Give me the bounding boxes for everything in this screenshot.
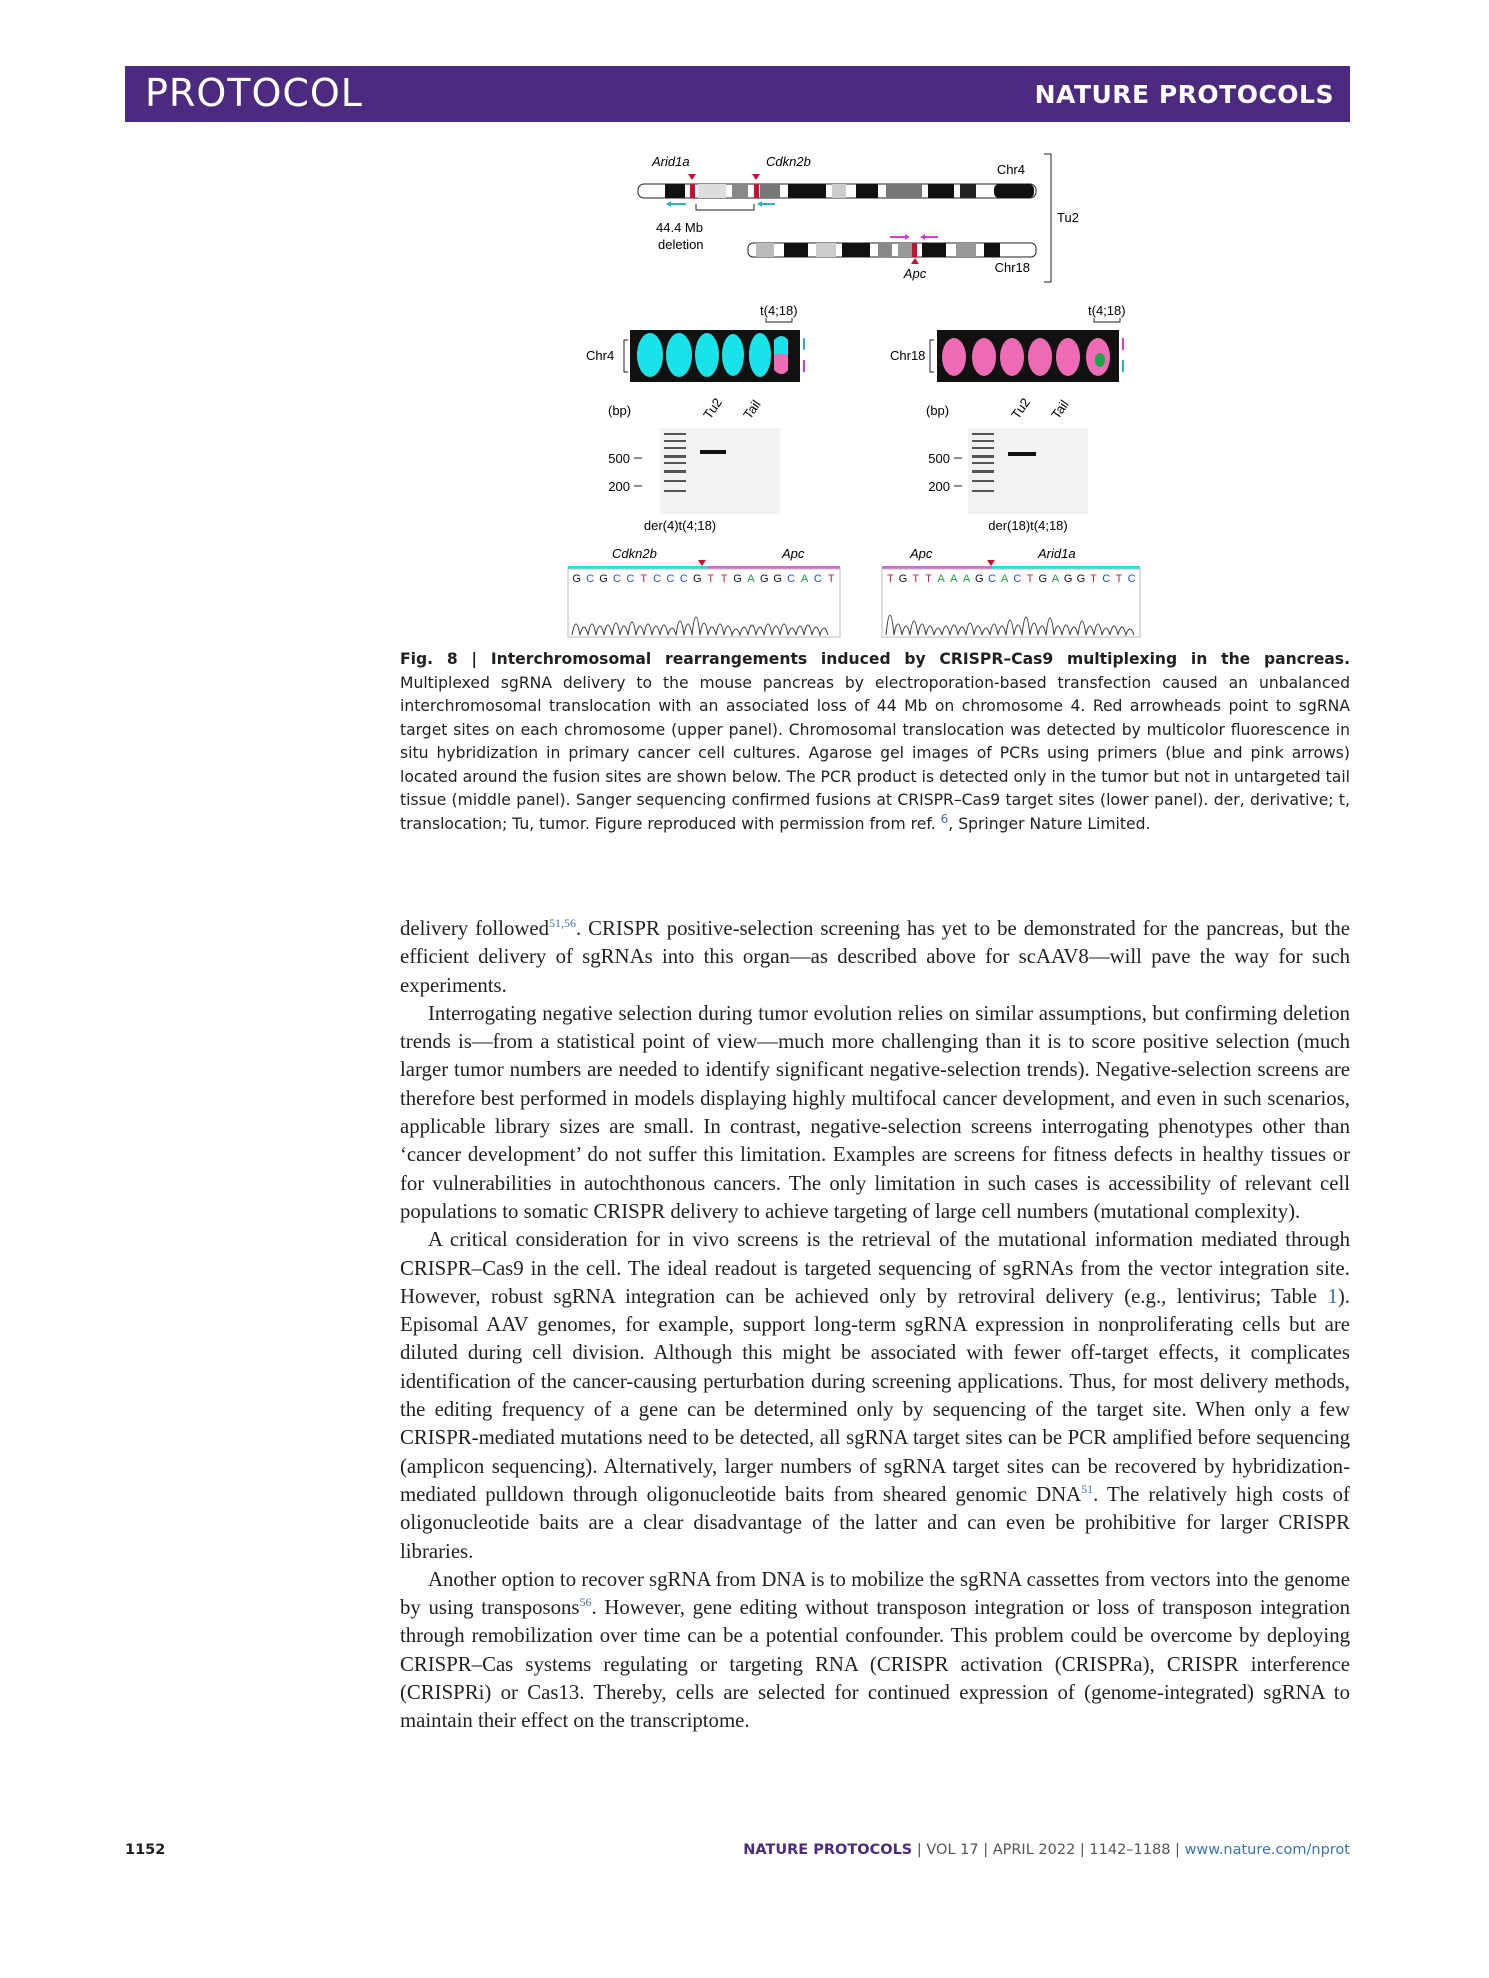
ref-link[interactable]: 51 xyxy=(1081,1482,1094,1497)
sequence-base: C xyxy=(1102,573,1111,585)
gene-arid1a-label: Arid1a xyxy=(652,154,690,169)
gene-cdkn2b-label: Cdkn2b xyxy=(766,154,811,169)
footer-info: NATURE PROTOCOLS | VOL 17 | APRIL 2022 | 1142–1188 | www.nature.com/nprot xyxy=(743,1842,1350,1858)
sequence-base: A xyxy=(747,573,755,585)
paragraph-3: A critical consideration for in vivo screens is the retrieval of the mutational information mediated through CRISPR–Cas9 in the cell. The ideal readout is targeted sequencing of sgRNAs from the vector integration site. However, robust sgRNA integration can be achieved only by retroviral delivery (e.g., lentivirus; Table 1). Episomal AAV genomes, for example, support long-term sgRNA expression in nonproliferating cells but are diluted during cell division. Although this might be associated with fewer off-target effects, it complicates identification of the cancer-causing perturbation during screening applications. Thus, for most delivery methods, the editing frequency of a gene can be determined only by sequencing of the target site. When only a few CRISPR-mediated mutations need to be detected, all sgRNA target sites can be PCR amplified before sequencing (amplicon sequencing). Alternatively, larger numbers of sgRNA target sites can be recovered by hybridization-mediated pulldown through oligonucleotide baits from sheared genomic DNA$^{51}$. The relatively high costs of oligonucleotide baits are a clear disadvantage of the latter and can even be prohibitive for larger CRISPR libraries. xyxy=(400,1228,1350,1563)
sequence-base: A xyxy=(800,573,809,585)
gel-right-label: der(18)t(4;18) xyxy=(988,518,1068,533)
paragraph-2: Interrogating negative selection during tumor evolution relies on similar assumptions, but confirming deletion trends is—from a statistical point of view—much more challenging than it is to score positive selection (much larger tumor numbers are needed to identify significant negative-selection trends). Negative-selection screens are therefore best performed in models displaying highly multifocal cancer development, and even in such scenarios, applicable library sizes are small. In contrast, negative-selection screens interrogating phenotypes other than ‘cancer development’ do not suffer this limitation. Examples are screens for fitness defects in healthy tissues or for vulnerabilities in autochthonous cancers. The only limitation in such cases is accessibility of relevant cell populations to somatic CRISPR delivery to achieve targeting of large cell numbers (mutational complexity). xyxy=(400,1001,1350,1223)
sequence-base: T xyxy=(827,573,835,585)
journal-url-link[interactable]: www.nature.com/nprot xyxy=(1184,1842,1350,1858)
sequence-base: G xyxy=(572,573,581,585)
size-500-left: 500 xyxy=(608,451,630,466)
figure-graphic xyxy=(560,150,1200,640)
sequence-base: C xyxy=(626,573,635,585)
sequence-base: G xyxy=(733,573,742,585)
sequence-base: C xyxy=(612,573,621,585)
sequence-base: T xyxy=(912,573,920,585)
gel-left-label: der(4)t(4;18) xyxy=(643,518,717,533)
seq-right-gene2: Arid1a xyxy=(1038,546,1076,561)
size-500-right: 500 xyxy=(928,451,950,466)
sequence-base: G xyxy=(898,573,908,585)
sequence-base: T xyxy=(640,573,648,585)
seq-left-gene2: Apc xyxy=(782,546,805,561)
ref-link[interactable]: 51,56 xyxy=(549,916,577,931)
t418-left-label: t(4;18) xyxy=(760,303,798,318)
gene-apc-label: Apc xyxy=(903,266,927,281)
sequence-base: T xyxy=(1090,573,1097,585)
ref-link[interactable]: 56 xyxy=(579,1595,592,1610)
chr18-ideogram xyxy=(748,234,1036,264)
body-text xyxy=(400,915,1350,1736)
sequence-base: G xyxy=(773,573,782,585)
caption-tail: , Springer Nature Limited. xyxy=(948,814,1151,833)
sequence-base: G xyxy=(974,573,984,585)
sequence-base: C xyxy=(666,573,675,585)
page-footer xyxy=(0,1842,1489,1866)
sequence-base: G xyxy=(1038,573,1048,585)
sequence-base: C xyxy=(1127,573,1136,585)
lane-tail-right: Tail xyxy=(1048,397,1072,422)
sequence-base: G xyxy=(1063,573,1073,585)
fish-chr18-label: Chr18 xyxy=(890,348,926,363)
table-link[interactable]: 1 xyxy=(1327,1284,1338,1308)
sequence-base: T xyxy=(1026,573,1034,585)
sequence-base: G xyxy=(693,573,702,585)
journal-name: NATURE PROTOCOLS xyxy=(1034,80,1334,109)
chr4-ideogram xyxy=(638,174,1036,210)
paragraph-4: Another option to recover sgRNA from DNA is to mobilize the sgRNA cassettes from vectors into the genome by using transposons$^{56}$. However, gene editing without transposon integration or loss of transposon integration through remobilization over time can be a potential confounder. This problem could be overcome by deploying CRISPR–Cas systems regulating or targeting RNA (CRISPR activation (CRISPRa), CRISPR interference (CRISPRi) or Cas13. Thereby, cells are selected for continued expression of (genome-integrated) sgRNA to maintain their effect on the transcriptome. xyxy=(400,1567,1351,1733)
figure-caption xyxy=(400,648,1350,836)
sequence-base: C xyxy=(1013,573,1022,585)
size-200-right: 200 xyxy=(928,479,950,494)
sequence-base: G xyxy=(599,573,608,585)
chr18-label: Chr18 xyxy=(994,260,1030,275)
sequence-base: C xyxy=(653,573,662,585)
sequence-base: G xyxy=(1076,573,1086,585)
lane-tail-left: Tail xyxy=(740,397,764,422)
bp-left-label: (bp) xyxy=(608,403,632,418)
t418-right-label: t(4;18) xyxy=(1088,303,1126,318)
deletion-size: 44.4 Mb xyxy=(656,220,703,235)
caption-label: Fig. 8 | Interchromosomal rearrangements induced by CRISPR–Cas9 multiplexing in the pancreas. xyxy=(400,650,1350,668)
bp-right-label: (bp) xyxy=(926,403,950,418)
seq-right-gene1: Apc xyxy=(910,546,933,561)
tu2-label: Tu2 xyxy=(1057,210,1079,225)
sequence-base: C xyxy=(787,573,796,585)
caption-ref-link[interactable]: 6 xyxy=(940,811,949,826)
sequence-base: T xyxy=(707,573,715,585)
sequence-base: C xyxy=(679,573,688,585)
sequence-base: A xyxy=(950,573,958,585)
deletion-text: deletion xyxy=(658,237,704,252)
sequence-base: A xyxy=(1000,573,1009,585)
lane-tu2-left: Tu2 xyxy=(700,395,726,422)
sequence-base: C xyxy=(586,573,595,585)
sequence-base: T xyxy=(886,573,894,585)
fish-chr4-label: Chr4 xyxy=(586,348,615,363)
chr4-label: Chr4 xyxy=(996,162,1025,177)
sequence-base: G xyxy=(760,573,769,585)
size-200-left: 200 xyxy=(608,479,630,494)
seq-left-gene1: Cdkn2b xyxy=(612,546,657,561)
sequence-base: T xyxy=(720,573,728,585)
figure-8 xyxy=(560,150,1200,640)
sequence-base: A xyxy=(937,573,945,585)
sequence-base: C xyxy=(813,573,822,585)
sequence-base: T xyxy=(1115,573,1123,585)
paragraph-1: delivery followed$^{51,56}$. CRISPR positive-selection screening has yet to be demonstrated for the pancreas, but the efficient delivery of sgRNAs into this organ—as described above for scAAV8—will pave the way for such experiments. xyxy=(400,916,1351,997)
header-banner xyxy=(125,66,1350,122)
caption-text: Multiplexed sgRNA delivery to the mouse pancreas by electroporation-based transfection caused an unbalanced interchromosomal translocation with an associated loss of 44 Mb on chromosome 4. Red arrowheads point to sgRNA target sites on each chromosome (upper panel). Chromosomal translocation was detected by multicolor fluorescence in situ hybridization in primary cancer cell cultures. Agarose gel images of PCRs using primers (blue and pink arrows) located around the fusion sites are shown below. The PCR product is detected only in the tumor but not in untargeted tail tissue (middle panel). Sanger sequencing confirmed fusions at CRISPR–Cas9 target sites (lower panel). der, derivative; t, translocation; Tu, tumor. Figure reproduced with permission from ref. xyxy=(400,673,1350,833)
sequence-base: A xyxy=(1051,573,1060,585)
section-label: PROTOCOL xyxy=(145,71,363,115)
sequence-base: T xyxy=(925,573,932,585)
sequence-base: C xyxy=(987,573,996,585)
lane-tu2-right: Tu2 xyxy=(1008,395,1034,422)
sequence-base: A xyxy=(962,573,971,585)
page-number: 1152 xyxy=(125,1842,166,1858)
